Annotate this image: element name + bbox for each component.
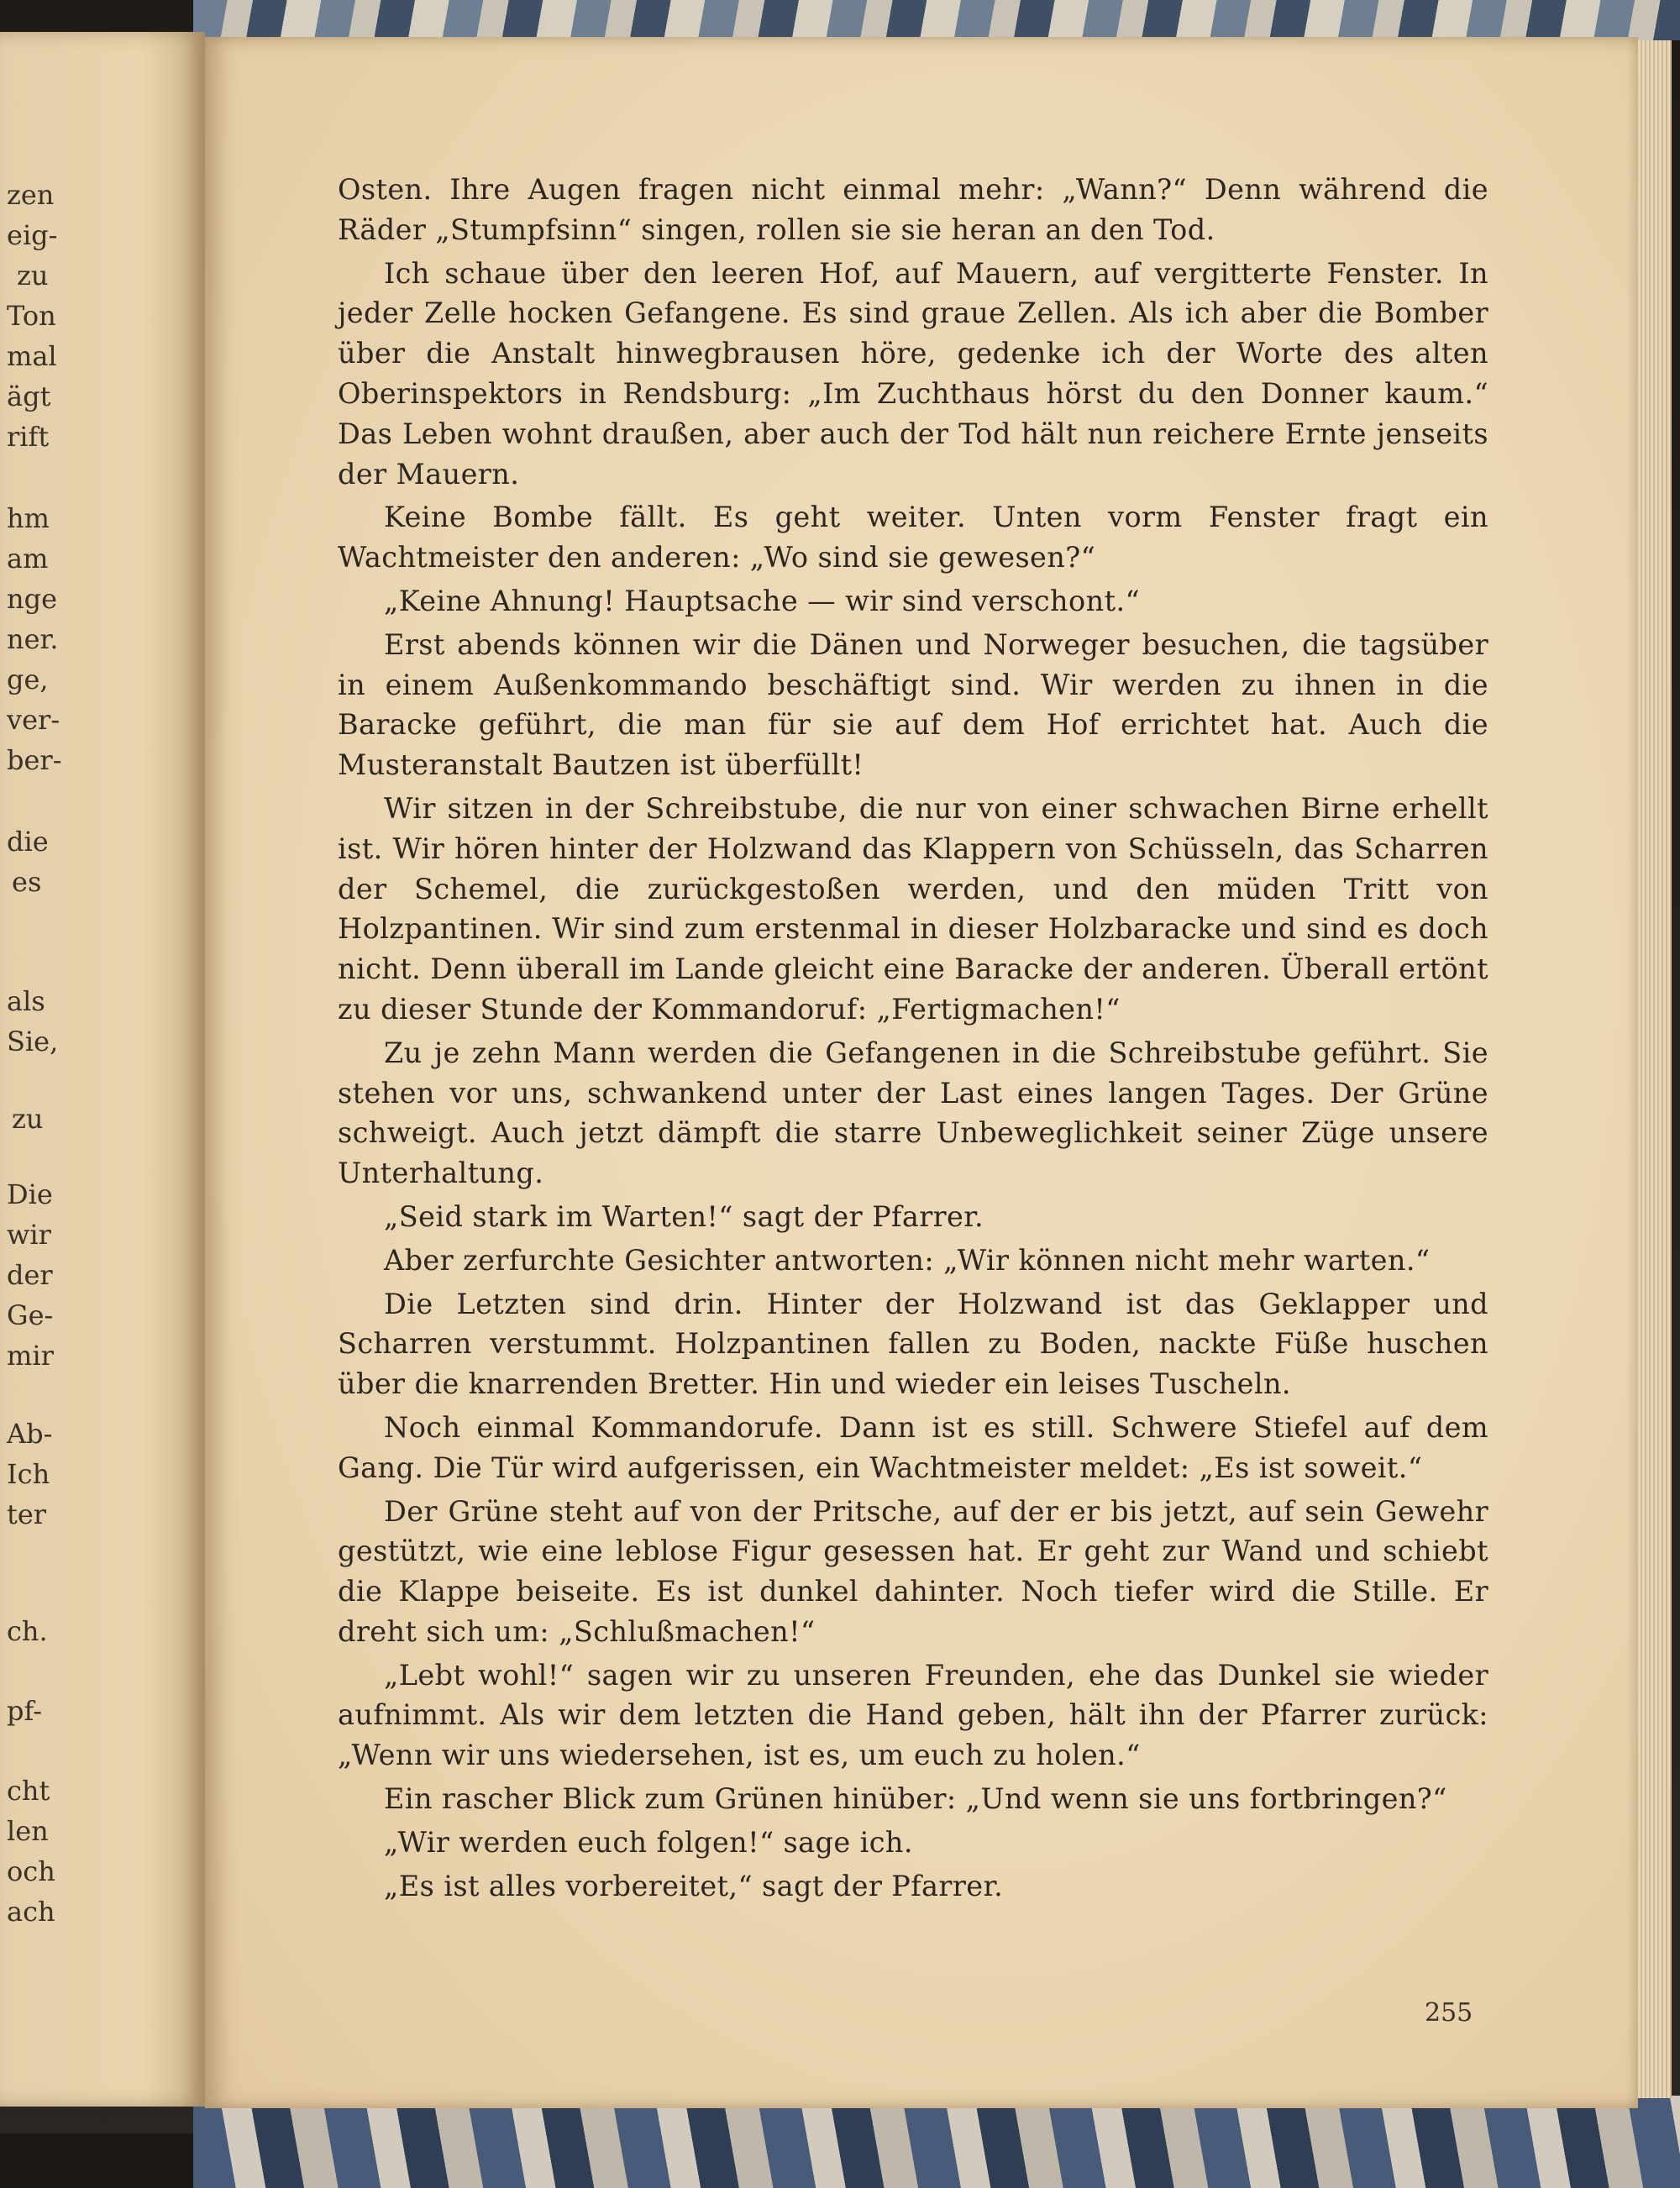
- line-fragment: hm: [7, 502, 50, 534]
- line-fragment: am: [7, 543, 49, 575]
- paragraph: Wir sitzen in der Schreibstube, die nur von einer schwachen Birne erhellt ist. Wir hören hinter der Holzwand das Klappern von Schüsseln, das Scharren der Schemel, die zurückgestoßen werden, und den müden Tritt von Holzpantinen. Wir sind zum erstenmal in dieser Holzbaracke und sind es doch nicht. Denn überall im Lande gleicht eine Baracke der anderen. Überall ertönt zu dieser Stunde der Kommandoruf: „Fertigmachen!“: [338, 791, 1488, 1026]
- previous-page: [0, 32, 205, 2107]
- book-page: [205, 37, 1638, 2108]
- marbled-cover-bottom: [193, 2096, 1680, 2188]
- paragraph: Zu je zehn Mann werden die Gefangenen in die Schreibstube geführt. Sie stehen vor uns, schwankend unter der Last eines langen Tages. Der Grüne schweigt. Auch jetzt dämpft die starre Unbeweglichkeit seiner Züge unsere Unterhaltung.: [338, 1036, 1488, 1190]
- paragraph: „Lebt wohl!“ sagen wir zu unseren Freunden, ehe das Dunkel sie wieder aufnimmt. Als wir dem letzten die Hand geben, hält ihn der Pfarrer zurück: „Wenn wir uns wiedersehen, ist es, um euch zu holen.“: [338, 1658, 1488, 1772]
- paragraph: Ich schaue über den leeren Hof, auf Mauern, auf vergitterte Fenster. In jeder Zelle hocken Gefangene. Es sind graue Zellen. Als ich aber die Bomber über die Anstalt hinwegbrausen höre, gedenke ich der Worte des alten Oberinspektors in Rendsburg: „Im Zuchthaus hörst du den Donner kaum.“ Das Leben wohnt draußen, aber auch der Tod hält nun reichere Ernte jenseits der Mauern.: [338, 256, 1488, 491]
- paragraph: Ein rascher Blick zum Grünen hinüber: „Und wenn sie uns fortbringen?“: [384, 1782, 1447, 1816]
- marbled-cover-top: [193, 0, 1680, 40]
- paragraph: „Keine Ahnung! Hauptsache — wir sind verschont.“: [384, 584, 1141, 617]
- line-fragment: ner.: [7, 623, 59, 655]
- line-fragment: zu: [17, 260, 49, 291]
- line-fragment: ach: [7, 1896, 55, 1928]
- line-fragment: och: [7, 1855, 55, 1887]
- paragraph: „Seid stark im Warten!“ sagt der Pfarrer.: [384, 1199, 984, 1233]
- line-fragment: Ich: [7, 1458, 50, 1490]
- line-fragment: nge: [7, 583, 58, 615]
- line-fragment: der: [7, 1259, 53, 1291]
- line-fragment: zen: [7, 179, 55, 211]
- page-number: 255: [1425, 1998, 1473, 2028]
- line-fragment: es: [12, 866, 42, 898]
- line-fragment: pf-: [7, 1695, 42, 1727]
- line-fragment: ch.: [7, 1615, 48, 1647]
- line-fragment: mal: [7, 340, 57, 372]
- line-fragment: Die: [7, 1178, 53, 1210]
- paragraph: Osten. Ihre Augen fragen nicht einmal mehr: „Wann?“ Denn während die Räder „Stumpfsinn“ singen, rollen sie sie heran an den Tod.: [338, 173, 1488, 246]
- line-fragment: ge,: [7, 664, 49, 695]
- page-block-edge: [1638, 40, 1672, 2098]
- paragraph: „Es ist alles vorbereitet,“ sagt der Pfarrer.: [384, 1869, 1004, 1902]
- line-fragment: rift: [7, 421, 50, 453]
- line-fragment: eig-: [7, 219, 58, 251]
- paragraph: „Wir werden euch folgen!“ sage ich.: [384, 1825, 913, 1859]
- line-fragment: Ge-: [7, 1299, 54, 1331]
- paragraph: Keine Bombe fällt. Es geht weiter. Unten vorm Fenster fragt ein Wachtmeister den anderen: „Wo sind sie gewesen?“: [338, 501, 1488, 575]
- paragraph: Aber zerfurchte Gesichter antworten: „Wir können nicht mehr warten.“: [384, 1243, 1431, 1277]
- line-fragment: die: [7, 826, 49, 858]
- paragraph: Der Grüne steht auf von der Pritsche, auf der er bis jetzt, auf sein Gewehr gestützt, wie eine leblose Figur gesessen hat. Er geht zur Wand und schiebt die Klappe beiseite. Es ist dunkel dahinter. Noch tiefer wird die Stille. Er dreht sich um: „Schlußmachen!“: [338, 1494, 1488, 1648]
- page-body-text: [338, 170, 1488, 1909]
- paragraph: Erst abends können wir die Dänen und Norweger besuchen, die tagsüber in einem Außenkommando beschäftigt sind. Wir werden zu ihnen in die Baracke geführt, die man für sie auf dem Hof errichtet hat. Auch die Musteranstalt Bautzen ist überfüllt!: [338, 627, 1488, 782]
- line-fragment: Ton: [7, 300, 56, 332]
- paragraph: Noch einmal Kommandorufe. Dann ist es still. Schwere Stiefel auf dem Gang. Die Tür wird aufgerissen, ein Wachtmeister meldet: „Es ist soweit.“: [338, 1410, 1488, 1484]
- line-fragment: mir: [7, 1340, 54, 1372]
- line-fragment: len: [7, 1815, 49, 1847]
- line-fragment: Sie,: [7, 1026, 59, 1057]
- line-fragment: als: [7, 985, 45, 1017]
- line-fragment: ber-: [7, 744, 62, 776]
- line-fragment: Ab-: [7, 1418, 53, 1450]
- paragraph: Die Letzten sind drin. Hinter der Holzwand ist das Geklapper und Scharren verstummt. Holzpantinen fallen zu Boden, nackte Füße huschen über die knarrenden Bretter. Hin und wieder ein leises Tuscheln.: [338, 1287, 1488, 1401]
- line-fragment: zu: [12, 1103, 44, 1135]
- line-fragment: wir: [7, 1219, 51, 1251]
- line-fragment: ter: [7, 1498, 47, 1530]
- line-fragment: ägt: [7, 380, 51, 412]
- line-fragment: ver-: [7, 704, 60, 736]
- line-fragment: cht: [7, 1775, 50, 1807]
